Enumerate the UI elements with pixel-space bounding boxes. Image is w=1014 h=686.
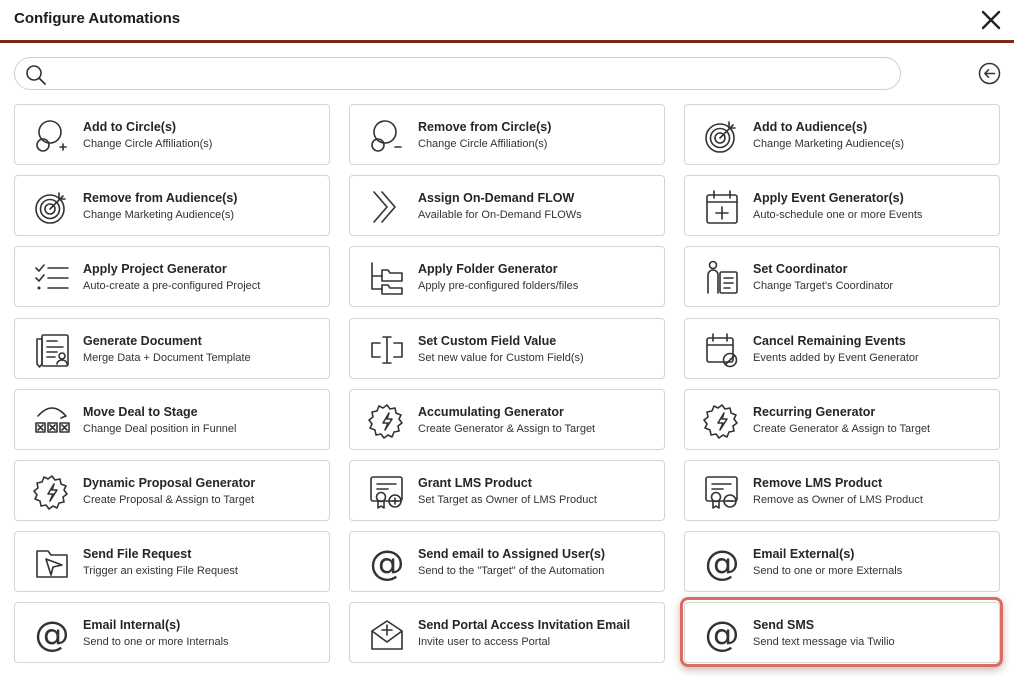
file-send-icon [33,544,71,582]
automation-subtitle: Merge Data + Document Template [83,352,251,364]
automation-subtitle: Create Proposal & Assign to Target [83,494,255,506]
automation-card-remove-from-circle-s[interactable] [349,104,665,165]
automation-subtitle: Send to one or more Internals [83,636,229,648]
automation-title: Remove from Circle(s) [418,120,552,134]
certificate-add-icon [368,473,406,511]
automation-card-apply-event-generator-s[interactable] [684,175,1000,236]
automation-card-add-to-audience-s[interactable] [684,104,1000,165]
automation-card-grant-lms-product[interactable] [349,460,665,521]
automation-card-apply-folder-generator[interactable] [349,246,665,307]
close-button[interactable] [980,9,1002,31]
automation-title: Add to Circle(s) [83,120,177,134]
automation-card-assign-on-demand-flow[interactable] [349,175,665,236]
automation-card-move-deal-to-stage[interactable] [14,389,330,450]
double-chevron-icon [368,188,406,226]
automation-title: Remove LMS Product [753,476,883,490]
automation-title: Dynamic Proposal Generator [83,476,256,490]
automation-subtitle: Change Marketing Audience(s) [83,209,235,221]
dialog-header [0,0,1014,43]
at-icon [703,615,741,653]
automation-card-cancel-remaining-events[interactable] [684,318,1000,379]
svg-text:@: @ [704,544,740,582]
automation-subtitle: Set Target as Owner of LMS Product [418,494,597,506]
target-icon [703,117,741,155]
automation-card-set-custom-field-value[interactable] [349,318,665,379]
close-icon [980,9,1002,31]
automation-title: Apply Folder Generator [418,262,558,276]
automation-card-send-file-request[interactable] [14,531,330,592]
automation-card-add-to-circle-s[interactable] [14,104,330,165]
automation-title: Set Coordinator [753,262,848,276]
automation-subtitle: Change Circle Affiliation(s) [418,138,548,150]
automation-subtitle: Events added by Event Generator [753,352,919,364]
automation-title: Generate Document [83,334,202,348]
svg-text:@: @ [704,615,740,653]
automation-card-apply-project-generator[interactable] [14,246,330,307]
automation-subtitle: Change Target's Coordinator [753,280,894,292]
automation-card-email-internal-s[interactable] [14,602,330,663]
svg-text:@: @ [34,615,70,653]
automation-card-send-sms[interactable] [684,602,1000,663]
automation-card-set-coordinator[interactable] [684,246,1000,307]
automation-title: Send File Request [83,547,192,561]
automation-card-send-email-to-assigned-user-s[interactable] [349,531,665,592]
gear-bolt-icon [33,473,71,511]
automation-title: Add to Audience(s) [753,120,868,134]
back-button[interactable] [978,62,1001,85]
automation-card-generate-document[interactable] [14,318,330,379]
automation-title: Assign On-Demand FLOW [418,191,575,205]
gear-bolt-icon [368,402,406,440]
automation-title: Set Custom Field Value [418,334,557,348]
automation-title: Send Portal Access Invitation Email [418,618,631,632]
search-icon [25,64,47,86]
automation-card-remove-from-audience-s[interactable] [14,175,330,236]
automation-subtitle: Change Deal position in Funnel [83,423,237,435]
at-icon [33,615,71,653]
automation-subtitle: Send to one or more Externals [753,565,903,577]
automation-card-email-external-s[interactable] [684,531,1000,592]
automation-subtitle: Change Circle Affiliation(s) [83,138,213,150]
automation-title: Email External(s) [753,547,855,561]
gear-bolt-icon [703,402,741,440]
automation-subtitle: Apply pre-configured folders/files [418,280,579,292]
at-icon [368,544,406,582]
automation-subtitle: Change Marketing Audience(s) [753,138,905,150]
automation-subtitle: Invite user to access Portal [418,636,551,648]
automation-title: Remove from Audience(s) [83,191,238,205]
automation-subtitle: Send text message via Twilio [753,636,895,648]
stage-move-icon [33,402,71,440]
automation-subtitle: Create Generator & Assign to Target [418,423,596,435]
at-icon [703,544,741,582]
automation-title: Grant LMS Product [418,476,532,490]
automation-title: Apply Event Generator(s) [753,191,904,205]
automation-subtitle: Create Generator & Assign to Target [753,423,931,435]
automation-card-recurring-generator[interactable] [684,389,1000,450]
automation-card-remove-lms-product[interactable] [684,460,1000,521]
arrow-left-circle-icon [978,62,1001,85]
automation-title: Move Deal to Stage [83,405,198,419]
calendar-cancel-icon [703,331,741,369]
dialog-title: Configure Automations [14,10,181,27]
automation-subtitle: Remove as Owner of LMS Product [753,494,923,506]
automation-title: Recurring Generator [753,405,876,419]
search-input[interactable] [55,62,885,86]
automation-title: Email Internal(s) [83,618,181,632]
automation-card-send-portal-access-invitation-email[interactable] [349,602,665,663]
automation-subtitle: Trigger an existing File Request [83,565,238,577]
circle-add-icon [33,117,71,155]
certificate-remove-icon [703,473,741,511]
checklist-icon [33,259,71,297]
coordinator-icon [703,259,741,297]
text-field-icon [368,331,406,369]
automation-subtitle: Auto-create a pre-configured Project [83,280,261,292]
folder-tree-icon [368,259,406,297]
automation-title: Send email to Assigned User(s) [418,547,606,561]
target-icon [33,188,71,226]
automation-subtitle: Auto-schedule one or more Events [753,209,923,221]
automation-title: Cancel Remaining Events [753,334,906,348]
automation-title: Accumulating Generator [418,405,564,419]
envelope-plus-icon [368,615,406,653]
automation-subtitle: Set new value for Custom Field(s) [418,352,584,364]
automation-subtitle: Available for On-Demand FLOWs [418,209,582,221]
circle-remove-icon [368,117,406,155]
automation-card-dynamic-proposal-generator[interactable] [14,460,330,521]
svg-text:@: @ [369,544,405,582]
search-bar [14,57,901,90]
automation-subtitle: Send to the "Target" of the Automation [418,565,605,577]
calendar-add-icon [703,188,741,226]
automation-title: Apply Project Generator [83,262,227,276]
document-icon [33,331,71,369]
automation-card-accumulating-generator[interactable] [349,389,665,450]
automation-title: Send SMS [753,618,815,632]
